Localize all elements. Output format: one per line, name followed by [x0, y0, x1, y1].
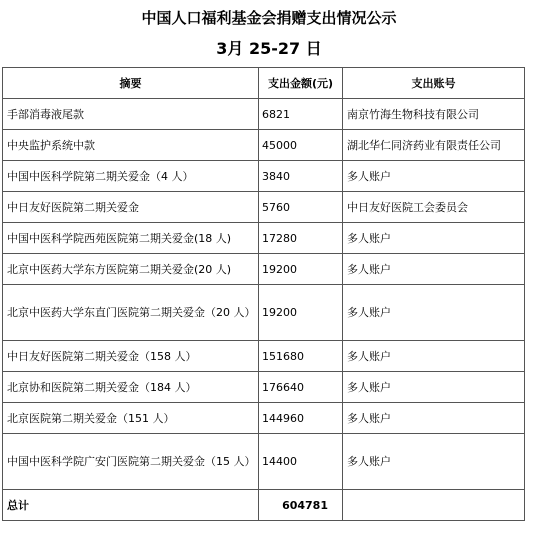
account-cell: 多人账户	[343, 223, 525, 254]
amount-cell: 19200	[259, 285, 343, 341]
table-row	[3, 254, 525, 285]
page-title: 中国人口福利基金会捐赠支出情况公示	[141, 9, 397, 27]
summary-cell: 中国中医科学院广安门医院第二期关爱金（15 人）	[3, 434, 259, 490]
column-header-amount: 支出金额(元)	[259, 68, 343, 99]
summary-cell: 北京协和医院第二期关爱金（184 人）	[3, 372, 259, 403]
amount-cell: 6821	[259, 99, 343, 130]
amount-cell: 176640	[259, 372, 343, 403]
account-cell: 多人账户	[343, 254, 525, 285]
table-row	[3, 192, 525, 223]
account-cell: 多人账户	[343, 285, 525, 341]
table-row	[3, 434, 525, 490]
amount-cell: 45000	[259, 130, 343, 161]
summary-cell: 手部消毒液尾款	[3, 99, 259, 130]
table-row	[3, 341, 525, 372]
amount-cell: 3840	[259, 161, 343, 192]
account-cell: 中日友好医院工会委员会	[343, 192, 525, 223]
table-row	[3, 223, 525, 254]
expense-table	[2, 67, 525, 521]
summary-cell: 中国中医科学院第二期关爱金（4 人）	[3, 161, 259, 192]
summary-cell: 北京中医药大学东直门医院第二期关爱金（20 人）	[3, 285, 259, 341]
account-cell: 多人账户	[343, 434, 525, 490]
table-row	[3, 285, 525, 341]
summary-cell: 中日友好医院第二期关爱金（158 人）	[3, 341, 259, 372]
account-cell: 多人账户	[343, 403, 525, 434]
summary-cell: 北京医院第二期关爱金（151 人）	[3, 403, 259, 434]
account-cell: 湖北华仁同济药业有限责任公司	[343, 130, 525, 161]
column-header-summary: 摘要	[3, 68, 259, 99]
amount-cell: 14400	[259, 434, 343, 490]
summary-cell: 中日友好医院第二期关爱金	[3, 192, 259, 223]
account-cell: 多人账户	[343, 341, 525, 372]
summary-cell: 中央监护系统中款	[3, 130, 259, 161]
total-account-cell	[343, 490, 525, 521]
account-cell: 多人账户	[343, 372, 525, 403]
table-row	[3, 161, 525, 192]
amount-cell: 144960	[259, 403, 343, 434]
amount-cell: 151680	[259, 341, 343, 372]
table-row	[3, 99, 525, 130]
account-cell: 多人账户	[343, 161, 525, 192]
table-row	[3, 403, 525, 434]
amount-cell: 19200	[259, 254, 343, 285]
account-cell: 南京竹海生物科技有限公司	[343, 99, 525, 130]
amount-cell: 17280	[259, 223, 343, 254]
column-header-account: 支出账号	[343, 68, 525, 99]
amount-cell: 5760	[259, 192, 343, 223]
total-label: 总计	[3, 490, 259, 521]
total-amount: 604781	[259, 490, 343, 521]
total-row	[3, 490, 525, 521]
table-row	[3, 372, 525, 403]
summary-cell: 中国中医科学院西苑医院第二期关爱金(18 人)	[3, 223, 259, 254]
table-header-row	[3, 68, 525, 99]
summary-cell: 北京中医药大学东方医院第二期关爱金(20 人)	[3, 254, 259, 285]
table-row	[3, 130, 525, 161]
page-subtitle: 3月 25-27 日	[216, 39, 322, 58]
